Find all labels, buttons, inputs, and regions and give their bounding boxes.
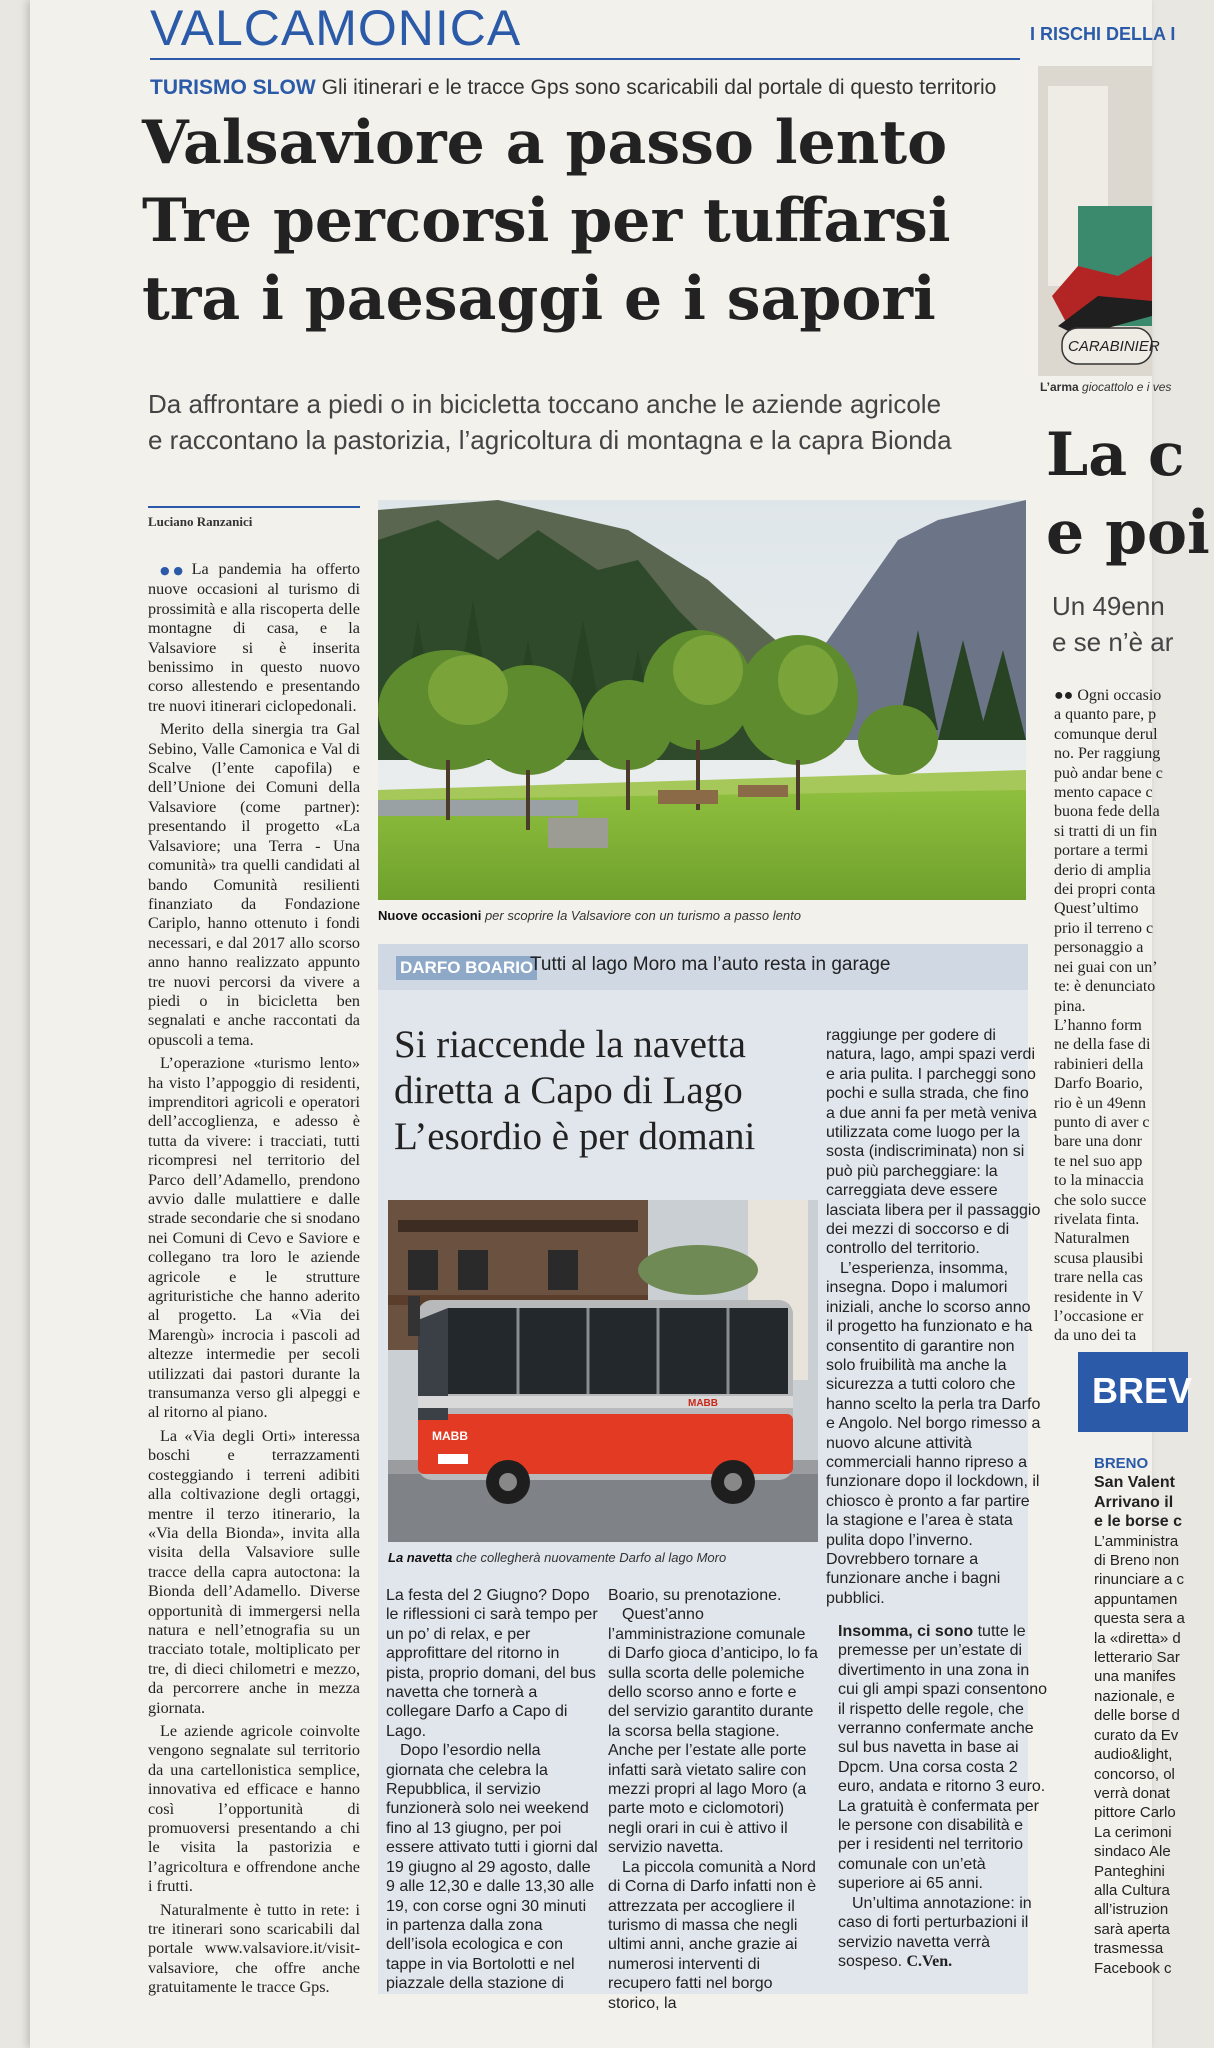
box-paragraph: Quest’anno l’amministrazione comunale di Darfo gioca d’anticipo, lo fa sulla scorta delle polemiche dello scorso anno e forte e del servizio garantito durante la scorsa bella stagione. Anche per l’estate alle porte infatti sarà vietato salire con mezzi propri al lago Moro (a parte moto e ciclomotori) negli orari in cui è attivo il servizio navetta. bbox=[608, 1606, 818, 1857]
next-article-headline: La c e poi bbox=[1046, 420, 1210, 568]
box-kicker-label: DARFO BOARIO bbox=[396, 956, 537, 980]
next-article-line: mento capace c bbox=[1054, 784, 1153, 802]
box-paragraph: L’esperienza, insomma, insegna. Dopo i malumori iniziali, anche lo scorso anno il progetto ha funzionato e ha consentito di garantire non solo fruibilità ma anche la sicurezza a tutti coloro che hanno scelto la perla tra Darfo e Angolo. Nel borgo rimesso a nuovo alcune attività commerciali hanno ripreso a funzionare dopo il lockdown, il chiosco è pronto a far partire la stagione e l’area è stata pulita dopo l’inverno. Dovrebbero tornare a funzionare anche i bagni pubblici. bbox=[826, 1259, 1041, 1607]
section-rule bbox=[150, 58, 1020, 60]
photo-badge-text: CARABINIER bbox=[1068, 338, 1160, 355]
box-column-4 bbox=[838, 1622, 1050, 1971]
lead-dots-icon: ●● bbox=[160, 564, 187, 577]
bus-photo-image bbox=[388, 1200, 818, 1542]
park-photo-caption: Nuove occasioni per scoprire la Valsaviore con un turismo a passo lento bbox=[378, 908, 801, 923]
next-article-line: pina. bbox=[1054, 997, 1086, 1015]
next-article-line: comunque derul bbox=[1054, 725, 1158, 743]
brief-line: pittore Carlo bbox=[1094, 1804, 1176, 1822]
body-paragraph: L’operazione «turismo lento» ha visto l’appoggio di residenti, imprenditori agricoli e operatori dell’accoglienza, e adesso è tutta da vivere: i tracciati, tutti ricompresi nel territorio del Parco dell’Adamello, prendono avvio dalle mulattiere e dalle strade secondarie che si snodano nei Comuni di Cevo e Saviore e collegano tra loro le aziende agricole e le strutture agrituristiche che hanno aderito al progetto. La «Via dei Marengù» incrocia i pascoli ad altezze intermedie per secoli utilizzati dai pastori durante la transumanza verso gli alpeggi e al ritorno al piano. bbox=[148, 1054, 360, 1422]
next-article-line: l’occasione er bbox=[1054, 1308, 1144, 1325]
park-photo-image bbox=[378, 500, 1026, 900]
next-article-subhead: Un 49enn e se n’è ar bbox=[1052, 591, 1174, 657]
box-kicker-text: Tutti al lago Moro ma l’auto resta in garage bbox=[530, 954, 891, 975]
toy-gun-photo bbox=[1038, 66, 1160, 376]
next-article-line: bare una donr bbox=[1054, 1133, 1142, 1151]
headline-line: Tre percorsi per tuffarsi bbox=[142, 186, 951, 256]
box-kicker-bar bbox=[378, 944, 1028, 990]
brief-location: BRENO bbox=[1094, 1455, 1149, 1472]
box-headline bbox=[394, 1022, 824, 1160]
brief-line: verrà donat bbox=[1094, 1784, 1170, 1802]
next-article-line: rivelata finta. bbox=[1054, 1210, 1140, 1228]
next-article-line: trare nella cas bbox=[1054, 1269, 1143, 1287]
brevi-banner: BREV bbox=[1078, 1352, 1188, 1432]
next-article-line: dei propri conta bbox=[1054, 881, 1156, 899]
brief-line: all’istruzion bbox=[1094, 1901, 1169, 1919]
next-article-line: che solo succe bbox=[1054, 1191, 1147, 1209]
box-paragraph: Un’ultima annotazione: in caso di forti perturbazioni il servizio navetta verrà sospeso. C.Ven. bbox=[838, 1894, 1032, 1970]
brief-line: L’amministra bbox=[1094, 1532, 1179, 1550]
box-paragraph: Insomma, ci sono tutte le premesse per un’estate di divertimento in una zona in cui gli ampi spazi consentono il rispetto delle regole, che verranno confermate anche sul bus navetta in base ai Dpcm. Una corsa costa 2 euro, andata e ritorno 3 euro. La gratuità è confermata per le persone con disabilità e per i residenti nel territorio comunale con un’età superiore ai 65 anni. bbox=[838, 1623, 1048, 1893]
body-paragraph: La «Via degli Orti» interessa boschi e terrazzamenti costeggiando i terreni adibiti alla coltivazione degli ortaggi, mentre il terzo itinerario, la «Via della Bionda», invita alla visita della Valsaviore sulle tracce della capra autoctona: la Bionda dell’Adamello. Diverse opportunità di immergersi nella natura e nell’etnografia su un tracciato totale, moltiplicato per tre, di dieci chilometri e mezzo, da percorrere anche in mezza giornata. bbox=[148, 1426, 360, 1717]
standfirst-line: e raccontano la pastorizia, l’agricoltura di montagna e la capra Bionda bbox=[148, 425, 952, 455]
box-paragraph: Boario, su prenotazione. bbox=[608, 1587, 782, 1604]
brief-line: alla Cultura bbox=[1094, 1881, 1170, 1899]
brief-line: letterario Sar bbox=[1094, 1649, 1180, 1667]
box-headline-line: L’esordio è per domani bbox=[394, 1115, 756, 1158]
next-article-line: Naturalmen bbox=[1054, 1230, 1130, 1248]
brief-line: di Breno non bbox=[1094, 1552, 1180, 1570]
brief-line: appuntamen bbox=[1094, 1590, 1178, 1608]
bus-logo: MABB bbox=[688, 1398, 718, 1409]
brief-line: sarà aperta bbox=[1094, 1920, 1170, 1938]
next-article-line: rabinieri della bbox=[1054, 1055, 1144, 1073]
next-article-line: scusa plausibi bbox=[1054, 1249, 1144, 1267]
section-title: VALCAMONICA bbox=[150, 0, 522, 56]
brief-line: trasmessa bbox=[1094, 1940, 1164, 1958]
next-article-line: punto di aver c bbox=[1054, 1113, 1150, 1131]
next-article-line: a quanto pare, p bbox=[1054, 706, 1157, 724]
brief-line: curato da Ev bbox=[1094, 1726, 1179, 1744]
box-paragraph: La festa del 2 Giugno? Dopo le riflessioni ci sarà tempo per un po’ di relax, e per approfittare del ritorno in pista, proprio domani, del bus navetta che tornerà a collegare Darfo a Capo di Lago. bbox=[386, 1587, 598, 1740]
article-kicker bbox=[150, 76, 996, 100]
byline: Luciano Ranzanici bbox=[148, 506, 360, 530]
next-article-line: personaggio a bbox=[1054, 939, 1144, 957]
brief-line: nazionale, e bbox=[1094, 1687, 1175, 1705]
next-article-kicker: I RISCHI DELLA I bbox=[1030, 24, 1176, 44]
main-article-body bbox=[148, 560, 360, 2002]
next-article-line: te nel suo app bbox=[1054, 1152, 1143, 1170]
kicker-text: Gli itinerari e le tracce Gps sono scaricabili dal portale di questo territorio bbox=[321, 76, 997, 99]
bus-front-logo: MABB bbox=[432, 1429, 468, 1443]
next-article-line: prio il terreno c bbox=[1054, 919, 1154, 937]
park-photo bbox=[378, 500, 1026, 900]
brief-line: la «diretta» d bbox=[1094, 1629, 1181, 1647]
brief-line: Facebook c bbox=[1094, 1959, 1172, 1977]
brief-line: delle borse d bbox=[1094, 1707, 1180, 1725]
brief-body bbox=[1094, 1532, 1214, 1978]
next-article-line: residente in V bbox=[1054, 1288, 1144, 1306]
box-paragraph: raggiunge per godere di natura, lago, ampi spazi verdi e aria pulita. I parcheggi sono pochi e sulla strada, che fino a due anni fa per metà veniva utilizzata come luogo per la sosta (indiscriminata) non si può più parcheggiare: la carreggiata deve essere lasciata libera per il passaggio dei mezzi di soccorso e di controllo del territorio. bbox=[826, 1027, 1041, 1258]
next-article-line: da uno dei ta bbox=[1054, 1327, 1137, 1345]
brief-line: concorso, ol bbox=[1094, 1765, 1175, 1783]
next-article-line: L’hanno form bbox=[1054, 1016, 1142, 1034]
next-article-line: portare a termi bbox=[1054, 842, 1149, 860]
headline-line: Valsaviore a passo lento bbox=[142, 108, 948, 178]
brief-item: BRENO San Valent Arrivano il e le borse c L’amministra di Breno non rinunciare a c appuntamen questa sera a la «diretta» d letterario Sar una manifes nazionale, e delle borse d curato da Ev audio&light, concorso, ol verrà donat pittore Carlo La cerimoni sindaco Ale Panteghini alla Cultura all’istruzion sarà aperta trasmessa Facebook c bbox=[1094, 1454, 1214, 1978]
next-article-line: derio di amplia bbox=[1054, 861, 1151, 879]
bus-photo-caption: La navetta che collegherà nuovamente Darfo al lago Moro bbox=[388, 1550, 727, 1565]
box-headline-line: diretta a Capo di Lago bbox=[394, 1069, 743, 1112]
brief-line: La cerimoni bbox=[1094, 1823, 1172, 1841]
standfirst-line: Da affrontare a piedi o in bicicletta toccano anche le aziende agricole bbox=[148, 389, 942, 419]
next-article-line: te: è denunciato bbox=[1054, 978, 1156, 996]
next-article-line: Darfo Boario, bbox=[1054, 1075, 1143, 1093]
next-article-line: Quest’ultimo bbox=[1054, 900, 1139, 918]
next-article-line: ●● Ogni occasio bbox=[1054, 687, 1162, 704]
body-paragraph: ●● La pandemia ha offerto nuove occasioni al turismo di prossimità e alla riscoperta delle montagne di casa, e la Valsaviore si è inserita benissimo in questo nuovo corso allestendo e presentando tre nuovi itinerari ciclopedonali. bbox=[148, 560, 360, 715]
body-paragraph: Le aziende agricole coinvolte vengono segnalate sul territorio da una cartellonistica semplice, innovativa ed efficace e hanno così l’opportunità di promuoversi presentando a chi le visita la pastorizia e l’agricoltura e offrendone anche i frutti. bbox=[148, 1721, 360, 1896]
next-article-line: può andar bene c bbox=[1054, 764, 1163, 782]
next-article-line: si tratti di un fin bbox=[1054, 822, 1158, 840]
brief-line: sindaco Ale bbox=[1094, 1843, 1171, 1861]
next-article-body bbox=[1054, 686, 1214, 1346]
box-paragraph: La piccola comunità a Nord di Corna di Darfo infatti non è attrezzata per accogliere il turismo di massa che negli ultimi anni, anche grazie ai numerosi interventi di recupero fatti nel borgo storico, la bbox=[608, 1858, 817, 2012]
newspaper-page bbox=[30, 0, 1210, 2048]
brief-line: audio&light, bbox=[1094, 1746, 1173, 1764]
headline-line: tra i paesaggi e i sapori bbox=[142, 264, 936, 334]
brief-line: Panteghini bbox=[1094, 1862, 1165, 1880]
brief-line: rinunciare a c bbox=[1094, 1571, 1185, 1589]
next-article-photo-caption: L’arma giocattolo e i ves bbox=[1040, 380, 1172, 394]
bus-photo bbox=[388, 1200, 818, 1542]
kicker-label: TURISMO SLOW bbox=[150, 76, 316, 99]
standfirst bbox=[148, 386, 1028, 458]
author-signature: C.Ven. bbox=[906, 1952, 953, 1970]
box-headline-line: Si riaccende la navetta bbox=[394, 1023, 746, 1066]
next-article-line: no. Per raggiung bbox=[1054, 745, 1161, 763]
next-article-line: rio è un 49enn bbox=[1054, 1094, 1146, 1112]
box-column-3 bbox=[826, 1026, 1042, 1608]
next-article-line: to la minaccia bbox=[1054, 1172, 1144, 1190]
box-column-1 bbox=[386, 1586, 598, 1994]
next-article-line: buona fede della bbox=[1054, 803, 1160, 821]
box-column-2 bbox=[608, 1586, 820, 2013]
brief-line: questa sera a bbox=[1094, 1610, 1185, 1628]
next-article-line: ne della fase di bbox=[1054, 1036, 1151, 1054]
body-paragraph: Naturalmente è tutto in rete: i tre itinerari sono scaricabili dal portale www.valsaviore.it/visit-valsaviore, che offre anche gratuitamente le tracce Gps. bbox=[148, 1900, 360, 1997]
brief-line: una manifes bbox=[1094, 1668, 1176, 1686]
main-headline bbox=[142, 104, 1022, 338]
body-paragraph: Merito della sinergia tra Gal Sebino, Valle Camonica e Val di Scalve (l’ente capofila) e dell’Unione dei Comuni della Valsaviore (come partner): presentando il progetto «La Valsaviore; una Terra - Una comunità» tra quelli candidati al bando Comunità resilienti finanziato da Fondazione Cariplo, hanno ottenuto i fondi necessari, e dal 2017 allo scorso anno hanno realizzato appunto tre nuovi percorsi da vivere a piedi o in bicicletta ben segnalati e anche raccontati da opuscoli a tema. bbox=[148, 720, 360, 1049]
next-article-line: nei guai con un’ bbox=[1054, 958, 1158, 976]
box-paragraph: Dopo l’esordio nella giornata che celebra la Repubblica, il servizio funzionerà solo nei weekend fino al 13 giugno, per poi essere attivato tutti i giorni dal 19 giugno al 29 agosto, dalle 9 alle 12,30 e dalle 13,30 alle 19, con corse ogni 30 minuti in partenza dalla zona dell’isola ecologica e con tappe in via Bortolotti e nel piazzale della stazione di bbox=[386, 1742, 598, 1993]
